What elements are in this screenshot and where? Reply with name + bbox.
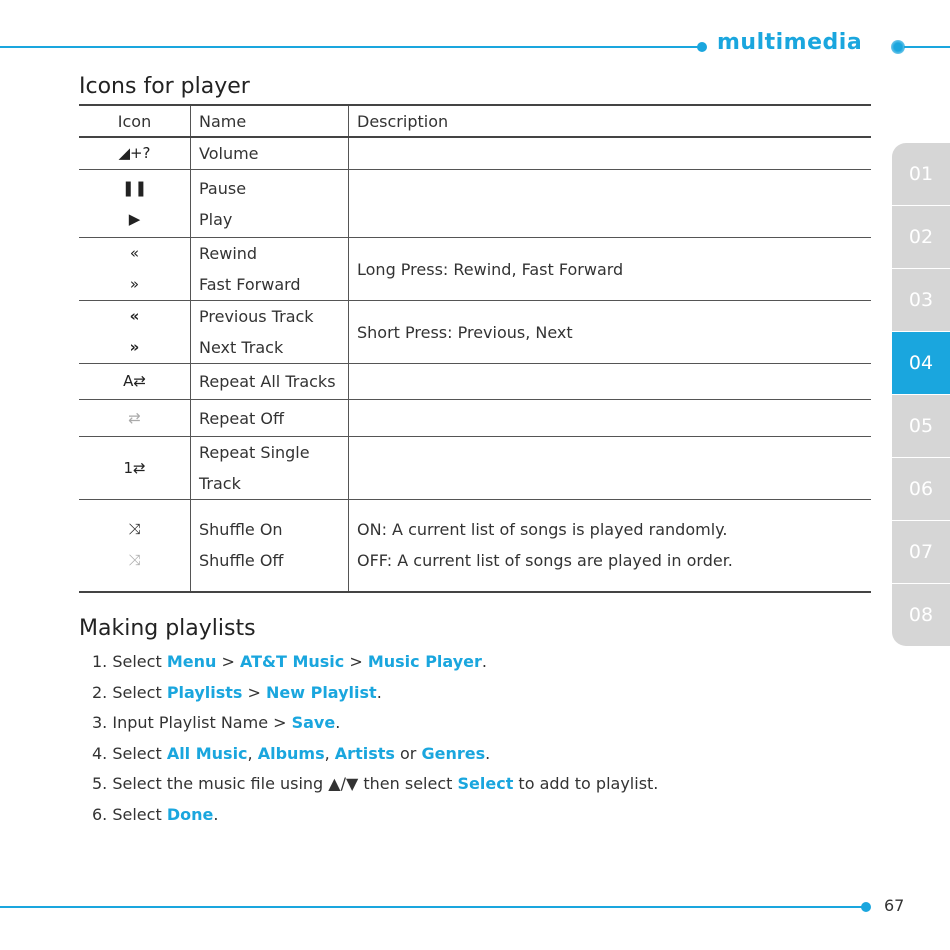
row-name: Repeat Off [199, 408, 285, 428]
row-name: Pause [199, 178, 247, 198]
step-number: 1. [92, 652, 108, 671]
step-number: 4. [92, 743, 108, 763]
rewind-icon: « [129, 244, 140, 262]
play-icon: ▶ [128, 209, 141, 228]
row-description [349, 170, 872, 238]
footer-rule [0, 906, 868, 908]
att-music-keyword: AT&T Music [239, 652, 345, 671]
row-name: Previous Track [199, 307, 314, 326]
tab-07[interactable]: 07 [892, 521, 950, 583]
music-player-keyword: Music Player [367, 652, 482, 671]
row-description [349, 364, 872, 400]
table-header-row [79, 105, 871, 137]
shuffle-off-icon: ⤨ [128, 551, 141, 570]
header-glow-dot [891, 40, 905, 54]
step-number: 6. [92, 804, 108, 824]
tab-06[interactable]: 06 [892, 458, 950, 520]
tab-08[interactable]: 08 [892, 584, 950, 646]
shuffle-on-icon: ⤨ [128, 520, 141, 539]
list-item [92, 803, 658, 834]
step-text: Select [112, 743, 167, 763]
header-rule [0, 46, 700, 48]
tab-01[interactable]: 01 [892, 143, 950, 205]
genres-keyword: Genres [421, 743, 486, 763]
list-item [92, 681, 658, 712]
col-header-icon: Icon [79, 105, 191, 137]
step-text: Select [112, 652, 167, 671]
row-name: Shuffle On [199, 520, 283, 540]
footer-dot [861, 902, 871, 912]
step-text: Input Playlist Name > [112, 713, 292, 733]
table-row [79, 301, 871, 364]
fast-forward-icon: » [129, 275, 140, 293]
step-number: 3. [92, 713, 108, 733]
list-item [92, 742, 658, 773]
step-text: , [324, 743, 335, 763]
tab-02[interactable]: 02 [892, 206, 950, 268]
step-text: Select the music file using ▲/▼ then select [112, 774, 458, 794]
table-row [79, 437, 871, 500]
albums-keyword: Albums [257, 743, 325, 763]
col-header-name: Name [191, 105, 349, 137]
previous-track-icon: « [129, 307, 140, 325]
row-name: Repeat Single [199, 443, 310, 462]
select-keyword: Select [457, 774, 514, 794]
step-text: > [216, 652, 240, 671]
playlists-heading: Making playlists [79, 616, 256, 641]
table-row [79, 137, 871, 170]
step-text: Select [112, 804, 167, 824]
step-text: . [213, 804, 219, 824]
row-name: Track [199, 474, 241, 493]
row-description [349, 137, 872, 170]
row-name: Next Track [199, 338, 284, 357]
save-keyword: Save [291, 713, 336, 733]
row-description [349, 400, 872, 437]
row-name: Fast Forward [199, 275, 301, 294]
col-header-description: Description [349, 105, 872, 137]
step-text: > [242, 682, 266, 702]
playlists-keyword: Playlists [166, 682, 243, 702]
step-text: . [335, 713, 341, 733]
row-description: ON: A current list of songs is played randomly. [357, 520, 728, 540]
row-description: OFF: A current list of songs are played in order. [357, 551, 733, 571]
step-text: Select [112, 682, 167, 702]
menu-keyword: Menu [166, 652, 217, 671]
new-playlist-keyword: New Playlist [266, 682, 377, 702]
table-row [79, 400, 871, 437]
repeat-single-icon: 1⇄ [123, 458, 146, 477]
tab-04[interactable]: 04 [892, 332, 950, 394]
table-row [79, 170, 871, 238]
icons-table [79, 104, 871, 593]
step-text: . [376, 682, 382, 702]
row-name: Play [199, 209, 233, 229]
step-text: . [485, 743, 491, 763]
done-keyword: Done [166, 804, 214, 824]
icons-heading: Icons for player [79, 74, 250, 99]
step-number: 5. [92, 774, 108, 794]
repeat-off-icon: ⇄ [128, 408, 141, 427]
pause-icon: ❚❚ [121, 178, 148, 197]
step-text: . [481, 652, 487, 671]
volume-icon: ◢+? [118, 144, 151, 162]
row-description [349, 437, 872, 500]
header-dot [697, 42, 707, 52]
next-track-icon: » [129, 338, 140, 356]
list-item [92, 772, 658, 803]
row-description: Short Press: Previous, Next [349, 301, 872, 364]
row-name: Volume [199, 144, 259, 163]
step-text: or [394, 743, 422, 763]
tab-05[interactable]: 05 [892, 395, 950, 457]
list-item [92, 711, 658, 742]
step-text: > [344, 652, 368, 671]
row-name: Rewind [199, 244, 258, 263]
table-row [79, 364, 871, 400]
section-title: multimedia [717, 30, 863, 55]
tab-03[interactable]: 03 [892, 269, 950, 331]
step-text: , [247, 743, 258, 763]
row-name: Repeat All Tracks [199, 372, 336, 391]
row-description: Long Press: Rewind, Fast Forward [349, 238, 872, 301]
header-rule-right [904, 46, 950, 48]
table-row [79, 500, 871, 592]
step-text: to add to playlist. [513, 774, 659, 794]
chapter-tabs [892, 143, 950, 647]
repeat-all-icon: A⇄ [123, 372, 146, 390]
page-number: 67 [884, 896, 905, 915]
row-name: Shuffle Off [199, 551, 284, 571]
table-row [79, 238, 871, 301]
artists-keyword: Artists [334, 743, 395, 763]
all-music-keyword: All Music [166, 743, 248, 763]
list-item [92, 650, 658, 681]
playlist-steps [92, 650, 658, 834]
step-number: 2. [92, 682, 108, 702]
